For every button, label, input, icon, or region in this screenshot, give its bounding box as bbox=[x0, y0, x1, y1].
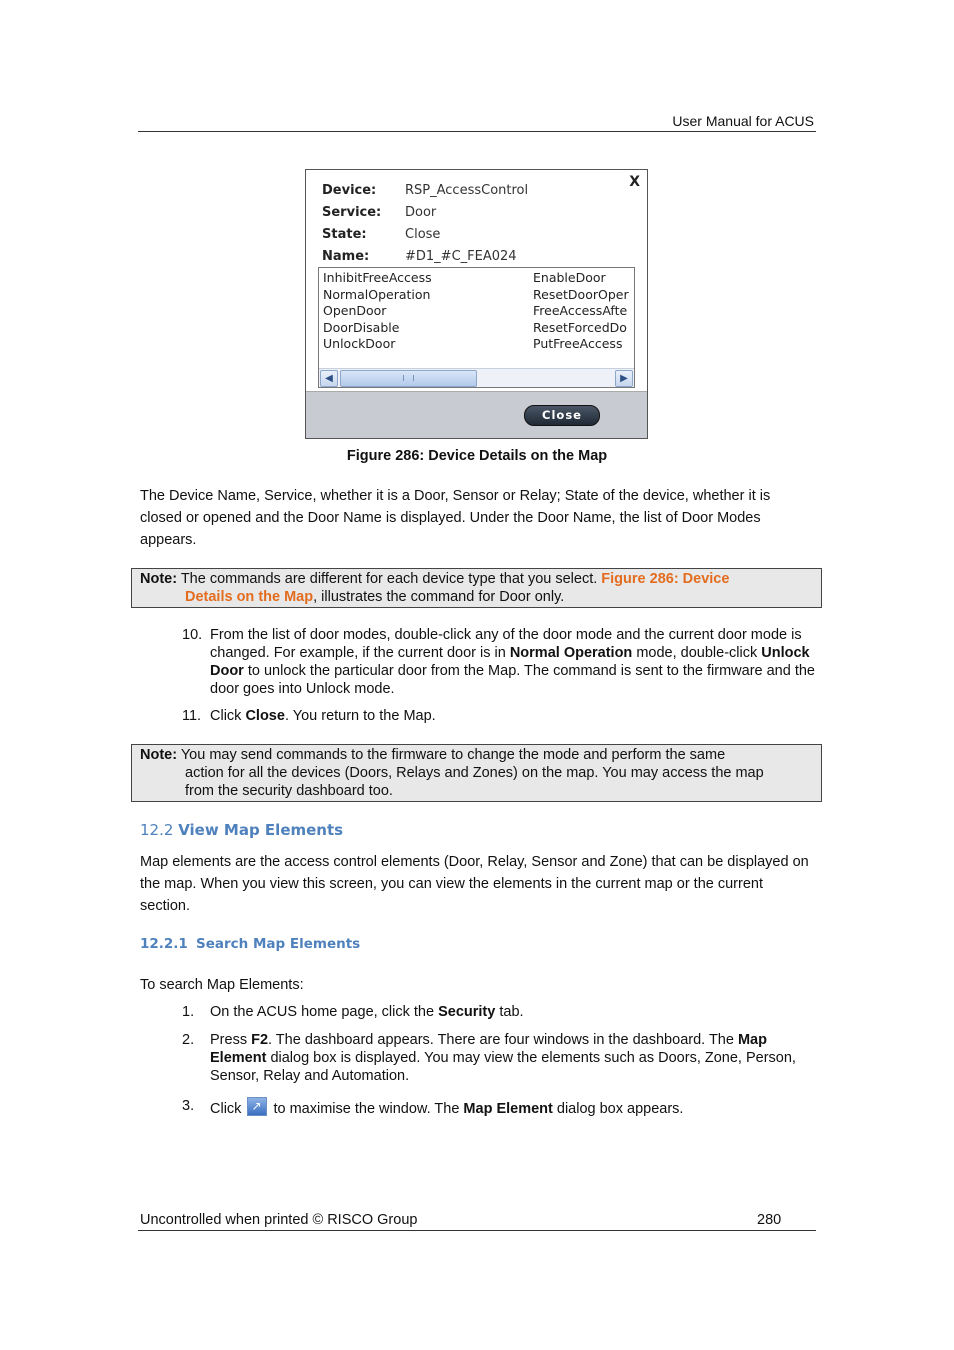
info-value: Close bbox=[405, 226, 441, 242]
subsection-title: Search Map Elements bbox=[196, 936, 361, 952]
list-body bbox=[210, 626, 822, 698]
list-body bbox=[210, 1003, 822, 1021]
list-body bbox=[210, 1031, 822, 1085]
note-line: from the security dashboard too. bbox=[185, 783, 393, 799]
step-text: From the list of door modes, double-click any of the door mode and the current door mode is changed. For example, if the current door is in bbox=[210, 627, 802, 661]
step-text: Click bbox=[210, 708, 246, 724]
list-item bbox=[182, 707, 822, 725]
list-item bbox=[182, 626, 822, 698]
note-text: , illustrates the command for Door only. bbox=[313, 589, 565, 605]
section-heading bbox=[140, 821, 343, 839]
list-number: 3. bbox=[182, 1098, 195, 1114]
step-text: Click bbox=[210, 1101, 246, 1117]
section-number: 12.2 bbox=[140, 821, 174, 839]
list-item[interactable]: DoorDisable bbox=[323, 319, 400, 335]
info-value: RSP_AccessControl bbox=[405, 182, 529, 198]
step-bold: Close bbox=[245, 708, 285, 724]
list-number: 10. bbox=[182, 627, 203, 643]
intro-paragraph: The Device Name, Service, whether it is a Door, Sensor or Relay; State of the device, whether it is closed or opened and the Door Name is displayed. Under the Door Name, the list of Door Modes appears. bbox=[140, 488, 771, 548]
list-body bbox=[210, 1097, 822, 1118]
list-item[interactable]: UnlockDoor bbox=[323, 336, 396, 351]
close-button[interactable]: Close bbox=[524, 405, 600, 426]
step-text: . You return to the Map. bbox=[284, 708, 436, 724]
step-bold: Security bbox=[438, 1004, 496, 1020]
step-text: to unlock the particular door from the Map. The command is sent to the firmware and the door goes into Unlock mode. bbox=[210, 663, 815, 697]
note-box bbox=[131, 568, 822, 608]
note-line bbox=[140, 746, 813, 764]
list-item[interactable]: PutFreeAccess bbox=[533, 336, 623, 351]
list-item[interactable]: EnableDoor bbox=[533, 270, 606, 285]
list-item[interactable]: InhibitFreeAccess bbox=[323, 270, 432, 285]
maximise-icon[interactable] bbox=[247, 1097, 267, 1116]
device-details-dialog bbox=[305, 169, 648, 439]
step-text: Press bbox=[210, 1032, 252, 1048]
step-bold: Map Element bbox=[210, 1032, 767, 1066]
step-bold: Normal Operation bbox=[509, 645, 633, 661]
figure-link[interactable]: Details on the Map bbox=[185, 589, 314, 605]
step-text: . The dashboard appears. There are four windows in the dashboard. The bbox=[268, 1032, 738, 1048]
step-text: dialog box appears. bbox=[552, 1101, 684, 1117]
subsection-number: 12.2.1 bbox=[140, 936, 188, 952]
scroll-right-icon[interactable]: ▶ bbox=[615, 370, 633, 387]
footer-copyright: Uncontrolled when printed © RISCO Group bbox=[140, 1212, 418, 1228]
list-number: 1. bbox=[182, 1004, 195, 1020]
info-value: Door bbox=[405, 204, 437, 220]
dialog-close-x-icon[interactable]: X bbox=[629, 174, 640, 190]
step-bold: F2 bbox=[251, 1032, 269, 1048]
note-line bbox=[140, 588, 813, 606]
note-line: action for all the devices (Doors, Relays and Zones) on the map. You may access the map bbox=[185, 765, 764, 781]
page-number: 280 bbox=[757, 1212, 782, 1228]
figure-link[interactable]: Figure 286: Device bbox=[601, 571, 730, 587]
info-key: Name: bbox=[322, 248, 370, 264]
search-intro: To search Map Elements: bbox=[140, 977, 304, 993]
scroll-thumb[interactable] bbox=[340, 370, 477, 387]
list-body bbox=[210, 707, 822, 725]
list-item[interactable]: ResetForcedDo bbox=[533, 319, 627, 335]
step-text: dialog box is displayed. You may view the elements such as Doors, Zone, Person, Sensor, Relay and Automation. bbox=[210, 1050, 796, 1084]
info-row-device bbox=[322, 179, 528, 201]
list-item bbox=[182, 1031, 822, 1085]
note-box bbox=[131, 744, 822, 802]
scroll-left-icon[interactable]: ◀ bbox=[320, 370, 338, 387]
list-item[interactable]: NormalOperation bbox=[323, 286, 431, 302]
subsection-heading bbox=[140, 936, 360, 952]
list-item bbox=[182, 1097, 822, 1118]
modes-column-left bbox=[323, 270, 432, 353]
list-number: 11. bbox=[182, 708, 202, 724]
list-number: 2. bbox=[182, 1032, 195, 1048]
list-item bbox=[182, 1003, 822, 1021]
header-rule bbox=[138, 131, 816, 132]
note-line bbox=[140, 570, 813, 588]
device-info bbox=[322, 179, 528, 267]
door-modes-list[interactable] bbox=[318, 267, 635, 388]
info-row-state bbox=[322, 223, 528, 245]
info-key: State: bbox=[322, 226, 367, 242]
section-title: View Map Elements bbox=[178, 821, 344, 839]
note-text: You may send commands to the firmware to change the mode and perform the same bbox=[177, 747, 726, 763]
dialog-footer bbox=[306, 391, 647, 438]
info-row-name bbox=[322, 245, 528, 267]
horizontal-scrollbar[interactable] bbox=[319, 368, 634, 387]
step-bold: Map Element bbox=[463, 1101, 553, 1117]
info-row-service bbox=[322, 201, 528, 223]
note-label: Note: bbox=[140, 571, 178, 587]
step-text: On the ACUS home page, click the bbox=[210, 1004, 439, 1020]
note-label: Note: bbox=[140, 747, 178, 763]
section-paragraph: Map elements are the access control elements (Door, Relay, Sensor and Zone) that can be displayed on the map. When you view this screen, you can view the elements in the current map or the current section. bbox=[140, 854, 809, 914]
note-text: The commands are different for each device type that you select. bbox=[177, 571, 602, 587]
info-key: Device: bbox=[322, 182, 377, 198]
step-text: tab. bbox=[495, 1004, 524, 1020]
info-key: Service: bbox=[322, 204, 382, 220]
list-item[interactable]: FreeAccessAfte bbox=[533, 303, 628, 318]
step-text: mode, double-click bbox=[632, 645, 762, 661]
figure-caption: Figure 286: Device Details on the Map bbox=[346, 448, 608, 464]
list-item[interactable]: OpenDoor bbox=[323, 303, 387, 318]
modes-column-right bbox=[533, 270, 629, 353]
info-value: #D1_#C_FEA024 bbox=[405, 248, 517, 264]
list-item[interactable]: ResetDoorOper bbox=[533, 286, 629, 302]
header-title: User Manual for ACUS bbox=[672, 113, 814, 129]
step-bold: Unlock Door bbox=[210, 645, 810, 679]
step-text: to maximise the window. The bbox=[269, 1101, 464, 1117]
footer-rule bbox=[138, 1230, 816, 1231]
